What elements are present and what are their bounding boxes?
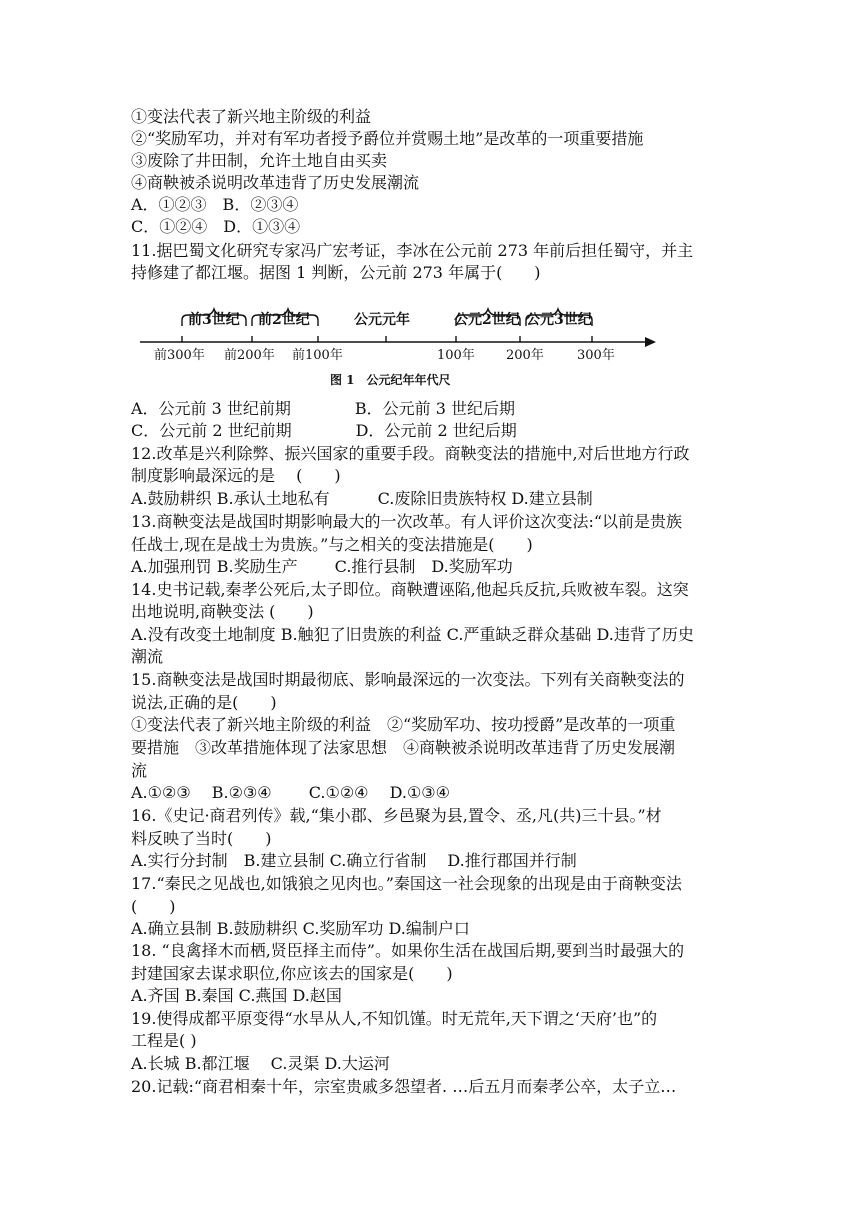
year-label: 200年 — [506, 348, 544, 363]
text-line: A.没有改变土地制度 B.触犯了旧贵族的利益 C.严重缺乏群众基础 D.违背了历史 — [131, 625, 694, 644]
text-line: 工程是( ) — [131, 1031, 197, 1050]
text-line: 14.史书记载,秦孝公死后,太子即位。商鞅遭诬陷,他起兵反抗,兵败被车裂。这突 — [131, 580, 689, 599]
figure-caption: 图 1 公元纪年年代尺 — [330, 373, 451, 387]
text-line: 16.《史记·商君列传》载,“集小郡、乡邑聚为县,置令、丞,凡(共)三十县。”材 — [131, 806, 662, 825]
text-line: ①变法代表了新兴地主阶级的利益 — [131, 107, 372, 126]
century-label: 公元2世纪 — [454, 312, 520, 328]
year-label: 前100年 — [292, 348, 343, 363]
text-line: C．①②④ D．①③④ — [131, 217, 301, 236]
text-line: 要措施 ③改革措施体现了法家思想 ④商鞅被杀说明改革违背了历史发展潮 — [131, 738, 676, 757]
text-line: A.长城 B.都江堰 C.灵渠 D.大运河 — [131, 1054, 390, 1073]
text-line: 20.记载:“商君相秦十年，宗室贵戚多怨望者. …后五月而秦孝公卒，太子立… — [131, 1077, 677, 1096]
arrow-right-icon — [645, 337, 656, 347]
text-line: A.实行分封制 B.建立县制 C.确立行省制 D.推行郡国并行制 — [131, 851, 577, 870]
text-line: 持修建了都江堰。据图 1 判断，公元前 273 年属于( ) — [131, 263, 541, 282]
text-line: A.齐国 B.秦国 C.燕国 D.赵国 — [131, 986, 342, 1005]
century-label: 公元元年 — [354, 312, 410, 328]
text-line: ④商鞅被杀说明改革违背了历史发展潮流 — [131, 173, 420, 192]
century-label: 前2世纪 — [258, 312, 310, 328]
text-line: 15.商鞅变法是战国时期最彻底、影响最深远的一次变法。下列有关商鞅变法的 — [131, 670, 685, 689]
century-label: 前3世纪 — [188, 312, 240, 328]
text-line: A．公元前 3 世纪前期 B．公元前 3 世纪后期 — [131, 399, 516, 418]
text-line: A.加强刑罚 B.奖励生产 C.推行县制 D.奖励军功 — [131, 557, 513, 576]
text-line: ②“奖励军功，并对有军功者授予爵位并赏赐土地”是改革的一项重要措施 — [131, 129, 644, 148]
year-label: 前300年 — [154, 348, 205, 363]
text-line: 说法,正确的是( ) — [131, 693, 277, 712]
text-line: ( ) — [131, 897, 176, 916]
text-line: 制度影响最深远的是 ( ) — [131, 466, 341, 485]
text-line: 封建国家去谋求职位,你应该去的国家是( ) — [131, 964, 453, 983]
text-line: ③废除了井田制，允许土地自由买卖 — [131, 151, 388, 170]
text-line: A．①②③ B．②③④ — [131, 195, 299, 214]
text-line: 13.商鞅变法是战国时期影响最大的一次改革。有人评价这次变法:“以前是贵族 — [131, 512, 683, 531]
text-line: ①变法代表了新兴地主阶级的利益 ②“奖励军功、按功授爵”是改革的一项重 — [131, 715, 676, 734]
year-label: 300年 — [577, 348, 615, 363]
text-line: 19.使得成都平原变得“水旱从人,不知饥馑。时无荒年,天下谓之‘天府’也”的 — [131, 1009, 658, 1028]
year-label: 100年 — [437, 348, 475, 363]
text-line: 料反映了当时( ) — [131, 829, 272, 848]
text-line: 17.“秦民之见战也,如饿狼之见肉也。”秦国这一社会现象的出现是由于商鞅变法 — [131, 874, 682, 893]
text-line: A.鼓励耕织 B.承认土地私有 C.废除旧贵族特权 D.建立县制 — [131, 489, 593, 508]
text-line: A.①②③ B.②③④ C.①②④ D.①③④ — [131, 783, 450, 802]
text-line: 12.改革是兴利除弊、振兴国家的重要手段。商鞅变法的措施中,对后世地方行政 — [131, 444, 690, 463]
text-line: 11.据巴蜀文化研究专家冯广宏考证，李冰在公元前 273 年前后担任蜀守，并主 — [131, 241, 694, 260]
text-line: C．公元前 2 世纪前期 D．公元前 2 世纪后期 — [131, 421, 517, 440]
text-line: 18. “良禽择木而栖,贤臣择主而侍”。如果你生活在战国后期,要到当时最强大的 — [131, 941, 685, 960]
timeline-figure — [140, 300, 660, 390]
text-line: 流 — [131, 761, 148, 780]
text-line: 潮流 — [131, 647, 164, 666]
text-line: 任战士,现在是战士为贵族。”与之相关的变法措施是( ) — [131, 535, 533, 554]
century-label: 公元3世纪 — [526, 312, 592, 328]
text-line: A.确立县制 B.鼓励耕织 C.奖励军功 D.编制户口 — [131, 919, 470, 938]
text-line: 出地说明,商鞅变法 ( ) — [131, 602, 314, 621]
year-label: 前200年 — [224, 348, 275, 363]
